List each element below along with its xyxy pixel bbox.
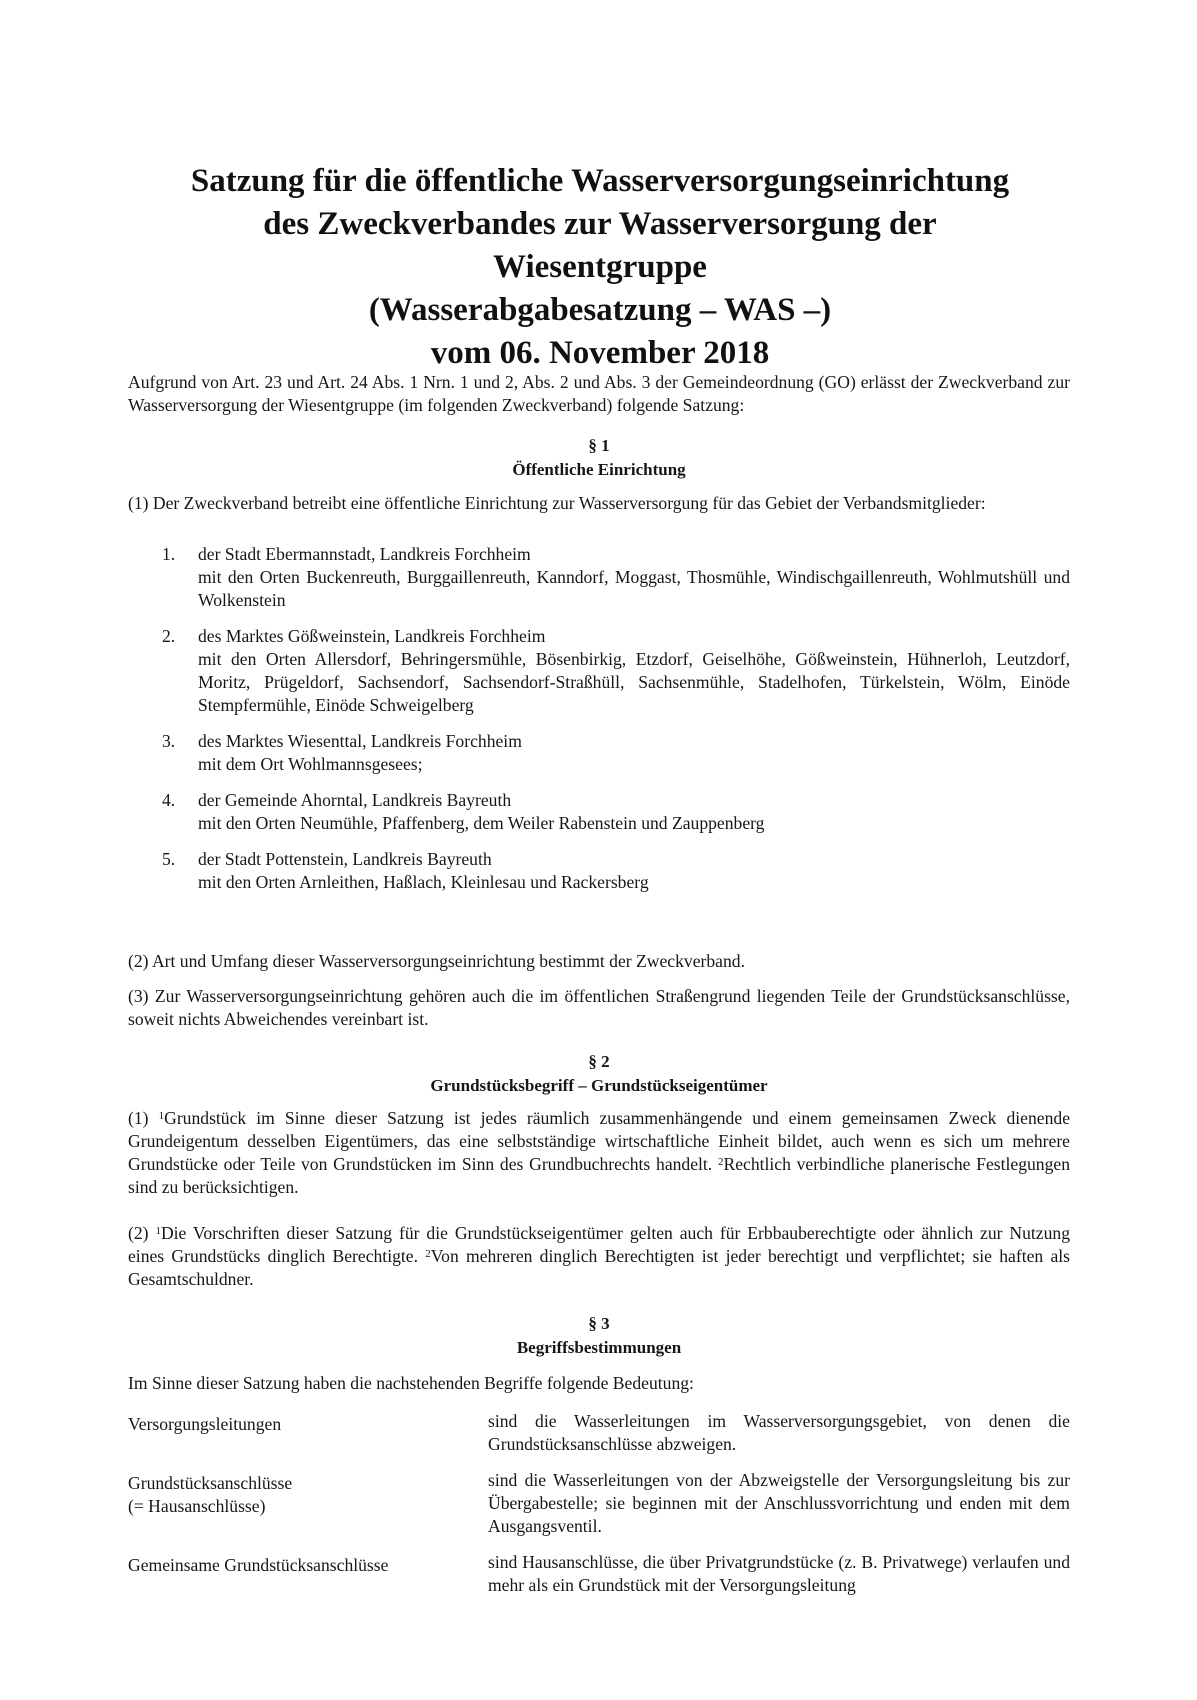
sentence-text: Die Vorschriften dieser Satzung für die Grundstückseigentümer gelten auch für Erbbauberechtigte oder ähnlich zur Nutzung eines Grundstücks dinglich Berechtigte. [128, 1223, 1070, 1266]
list-item-text: der Stadt Pottenstein, Landkreis Bayreuth [198, 849, 492, 869]
list-item-sub: mit den Orten Neumühle, Pfaffenberg, dem Weiler Rabenstein und Zauppenberg [198, 813, 765, 833]
list-item [128, 543, 1070, 612]
list-item [128, 625, 1070, 717]
section-1-paragraph-1: (1) Der Zweckverband betreibt eine öffentliche Einrichtung zur Wasserversorgung für das Gebiet der Verbandsmitglieder: [128, 493, 986, 513]
list-item-sub: mit dem Ort Wohlmannsgesees; [198, 754, 423, 774]
document-title [100, 160, 1100, 375]
section-heading: Öffentliche Einrichtung [512, 460, 686, 479]
term-label: Gemeinsame Grundstücksanschlüsse [128, 1555, 389, 1575]
list-item-sub: mit den Orten Arnleithen, Haßlach, Kleinlesau und Rackersberg [198, 872, 649, 892]
list-item-text: der Stadt Ebermannstadt, Landkreis Forchheim [198, 544, 531, 564]
paragraph-label: (1) [128, 1108, 149, 1128]
section-3-intro: Im Sinne dieser Satzung haben die nachstehenden Begriffe folgende Bedeutung: [128, 1373, 694, 1393]
section-2-paragraph-2 [128, 1222, 1070, 1291]
list-item [128, 848, 1070, 894]
definition-term [128, 1410, 488, 1456]
sentence-number: 1 [155, 1225, 161, 1237]
sentence-text: Grundstück im Sinne dieser Satzung ist jedes räumlich zusammenhängende und einem gemeinsamen Zweck dienende Grundeigentum desselben Eigentümers, das eine selbstständige wirtschaftliche Einheit bildet, auch wenn es sich um mehrere Grundstücke oder Teile von Grundstücken im Sinn des Grundbuchrechts handelt. [128, 1108, 1071, 1174]
sentence-text: Von mehreren dinglich Berechtigten ist jeder berechtigt und verpflichtet; sie haften als Gesamtschuldner. [128, 1246, 1070, 1289]
list-item-sub: mit den Orten Buckenreuth, Burggaillenreuth, Kanndorf, Moggast, Thosmühle, Windischgaillenreuth, Wohlmutshüll und Wolkenstein [198, 567, 1070, 610]
definition-row [128, 1551, 1070, 1597]
section-2-header [128, 1050, 1070, 1098]
section-3-header [128, 1312, 1070, 1360]
sentence-number: 2 [717, 1156, 724, 1168]
list-number: 3. [162, 731, 176, 751]
title-line-4: (Wasserabgabesatzung – WAS –) [368, 292, 832, 328]
term-label: Grundstücksanschlüsse [128, 1473, 293, 1493]
paragraph-label: (2) [128, 1223, 149, 1243]
member-list [128, 543, 1070, 907]
section-number: § 2 [588, 1052, 610, 1071]
title-line-5: vom 06. November 2018 [430, 335, 770, 371]
preamble: Aufgrund von Art. 23 und Art. 24 Abs. 1 Nrn. 1 und 2, Abs. 2 und Abs. 3 der Gemeindeordnung (GO) erlässt der Zweckverband zur Wasserversorgung der Wiesentgruppe (im folgenden Zweckverband) folgende Satzung: [128, 372, 1070, 415]
list-item-text: der Gemeinde Ahorntal, Landkreis Bayreuth [198, 790, 512, 810]
section-1-paragraph-3: (3) Zur Wasserversorgungseinrichtung gehören auch die im öffentlichen Straßengrund liegenden Teile der Grundstücksanschlüsse, soweit nichts Abweichendes vereinbart ist. [128, 986, 1070, 1029]
definition-body: sind Hausanschlüsse, die über Privatgrundstücke (z. B. Privatwege) verlaufen und mehr als ein Grundstück mit der Versorgungsleitung [488, 1552, 1070, 1595]
section-number: § 1 [588, 436, 610, 455]
list-item [128, 730, 1070, 776]
definition-body: sind die Wasserleitungen von der Abzweigstelle der Versorgungsleitung bis zur Übergabestelle; sie beginnen mit der Anschlussvorrichtung und enden mit dem Ausgangsventil. [488, 1470, 1070, 1536]
term-note: (= Hausanschlüsse) [128, 1496, 266, 1516]
section-2-paragraph-1 [128, 1107, 1070, 1199]
sentence-text: Rechtlich verbindliche planerische Festlegungen sind zu berücksichtigen. [128, 1154, 1070, 1197]
definition-body: sind die Wasserleitungen im Wasserversorgungsgebiet, von denen die Grundstücksanschlüsse abzweigen. [488, 1411, 1070, 1454]
list-item-text: des Marktes Wiesenttal, Landkreis Forchheim [198, 731, 522, 751]
title-line-1: Satzung für die öffentliche Wasserversorgungseinrichtung [190, 163, 1010, 199]
section-heading: Begriffsbestimmungen [516, 1338, 682, 1357]
list-number: 2. [162, 626, 176, 646]
list-item-text: des Marktes Gößweinstein, Landkreis Forchheim [198, 626, 546, 646]
definition-row [128, 1410, 1070, 1456]
list-number: 1. [162, 544, 176, 564]
title-line-3: Wiesentgruppe [493, 249, 707, 285]
list-number: 4. [162, 790, 176, 810]
definitions-table [128, 1410, 1070, 1610]
section-heading: Grundstücksbegriff – Grundstückseigentümer [430, 1076, 768, 1095]
list-item [128, 789, 1070, 835]
section-1-paragraph-2: (2) Art und Umfang dieser Wasserversorgungseinrichtung bestimmt der Zweckverband. [128, 951, 745, 971]
definition-term [128, 1469, 488, 1538]
definition-row [128, 1469, 1070, 1538]
definition-term [128, 1551, 488, 1597]
sentence-number: 1 [158, 1110, 165, 1122]
section-number: § 3 [588, 1314, 610, 1333]
list-number: 5. [162, 849, 176, 869]
term-label: Versorgungsleitungen [128, 1414, 282, 1434]
list-item-sub: mit den Orten Allersdorf, Behringersmühle, Bösenbirkig, Etzdorf, Geiselhöhe, Gößweinstein, Hühnerloh, Leutzdorf, Moritz, Prügeldorf, Sachsendorf, Sachsendorf-Straßhüll, Sachsenmühle, Stadelhofen, Türkelstein, Wölm, Einöde Stempfermühle, Einöde Schweigelberg [198, 649, 1070, 715]
title-line-2: des Zweckverbandes zur Wasserversorgung der [263, 206, 937, 242]
section-1-header [128, 434, 1070, 482]
sentence-number: 2 [425, 1248, 431, 1260]
